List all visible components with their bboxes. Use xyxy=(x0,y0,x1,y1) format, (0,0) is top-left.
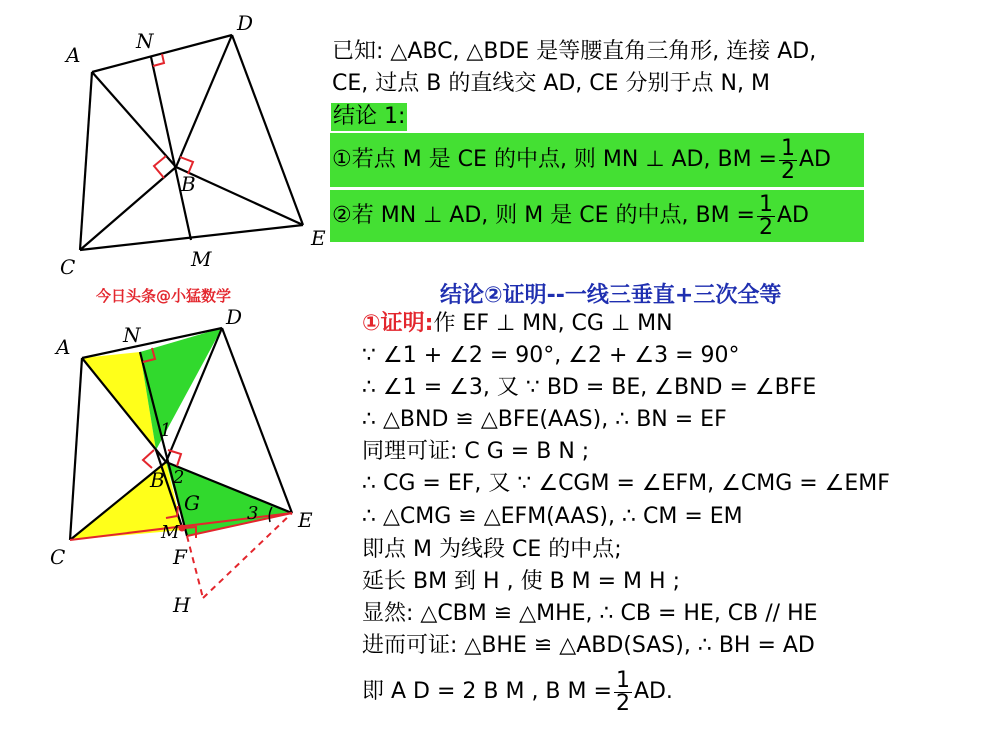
fig1-label-A: A xyxy=(66,43,81,67)
conclusion-1-fraction xyxy=(779,135,797,184)
right-angle-B21 xyxy=(143,450,154,468)
figure-1 xyxy=(40,10,340,280)
fig2-label-two: 2 xyxy=(173,467,185,488)
fig2-label-C: C xyxy=(50,545,66,569)
proof-line-9: 延长 BM 到 H , 使 B M = M H ; xyxy=(362,569,680,594)
proof-line-1 xyxy=(362,310,673,338)
conclusion-title: 结论 1: xyxy=(333,104,406,129)
fig2-label-A: A xyxy=(56,335,71,359)
conclusion-2-tail: AD xyxy=(777,203,809,228)
proof-label: ①证明: xyxy=(362,311,434,336)
fig2-label-H: H xyxy=(173,593,191,617)
conclusion-2 xyxy=(330,190,864,242)
conclusion-2-num: 1 xyxy=(759,191,773,217)
fig1-label-M: M xyxy=(191,247,212,271)
fig2-label-N: N xyxy=(123,323,141,347)
line-BC xyxy=(80,167,176,250)
line-BD xyxy=(176,35,232,167)
fig1-label-E: E xyxy=(311,226,326,250)
proof-line-2: ∵ ∠1 + ∠2 = 90°, ∠2 + ∠3 = 90° xyxy=(362,343,740,368)
point-M-dot xyxy=(179,525,186,532)
given-line-2: CE, 过点 B 的直线交 AD, CE 分别于点 N, M xyxy=(332,71,770,96)
fig2-label-B: B xyxy=(150,468,165,492)
fig1-label-N: N xyxy=(136,29,154,53)
conclusion-2-text: ②若 MN ⊥ AD, 则 M 是 CE 的中点, BM = xyxy=(332,203,755,228)
fig2-label-M: M xyxy=(161,522,180,543)
fig2-label-D: D xyxy=(226,305,243,329)
proof-title: 结论②证明--一线三垂直+三次全等 xyxy=(440,283,782,308)
fig1-label-B: B xyxy=(181,172,196,196)
given-line-1: 已知: △ABC, △BDE 是等腰直角三角形, 连接 AD, xyxy=(332,39,817,64)
proof-line-4: ∴ △BND ≌ △BFE(AAS), ∴ BN = EF xyxy=(362,407,727,432)
line2-CA xyxy=(70,358,82,540)
proof-line-12-num: 1 xyxy=(615,667,630,693)
proof-line-10: 显然: △CBM ≌ △MHE, ∴ CB = HE, CB // HE xyxy=(362,601,818,626)
fig2-label-one: 1 xyxy=(160,420,172,441)
conclusion-1-den: 2 xyxy=(781,158,795,184)
fig2-label-E: E xyxy=(298,508,313,532)
proof-line-11: 进而可证: △BHE ≌ △ABD(SAS), ∴ BH = AD xyxy=(362,633,815,658)
fig2-label-G: G xyxy=(184,491,200,515)
proof-line-3: ∴ ∠1 = ∠3, 又 ∵ BD = BE, ∠BND = ∠BFE xyxy=(362,375,817,400)
conclusion-2-fraction xyxy=(757,191,775,240)
proof-line-12-tail: AD. xyxy=(633,679,673,704)
fig1-label-C: C xyxy=(60,255,76,279)
fig1-label-D: D xyxy=(237,11,254,35)
proof-line-12-den: 2 xyxy=(615,690,630,716)
conclusion-1-text: ①若点 M 是 CE 的中点, 则 MN ⊥ AD, BM = xyxy=(332,147,777,172)
line-CA xyxy=(80,72,92,250)
line2-BH-dashed xyxy=(187,536,203,598)
proof-line-6: ∴ CG = EF, 又 ∵ ∠CGM = ∠EFM, ∠CMG = ∠EMF xyxy=(362,471,890,496)
proof-line-12-fraction xyxy=(614,667,632,716)
proof-line-12-text: 即 A D = 2 B M , B M = xyxy=(362,679,612,704)
line-AD xyxy=(92,35,232,72)
fig2-label-three: 3 xyxy=(247,503,259,524)
proof-line-7: ∴ △CMG ≌ △EFM(AAS), ∴ CM = EM xyxy=(362,504,743,529)
proof-line-5: 同理可证: C G = B N ; xyxy=(362,439,590,464)
watermark: 今日头条@小猛数学 xyxy=(96,287,232,305)
conclusion-1-num: 1 xyxy=(781,135,795,161)
figure-2 xyxy=(40,300,330,620)
line-AB xyxy=(92,72,176,167)
fig2-label-F: F xyxy=(173,545,187,569)
conclusion-1-tail: AD xyxy=(799,147,831,172)
conclusion-2-den: 2 xyxy=(759,214,773,240)
right-angle-B1 xyxy=(154,156,166,178)
proof-line-1-text: 作 EF ⊥ MN, CG ⊥ MN xyxy=(433,311,673,336)
conclusion-1 xyxy=(330,133,864,187)
proof-line-8: 即点 M 为线段 CE 的中点; xyxy=(362,537,622,562)
line2-DE xyxy=(222,328,292,513)
proof-line-12 xyxy=(362,664,673,720)
